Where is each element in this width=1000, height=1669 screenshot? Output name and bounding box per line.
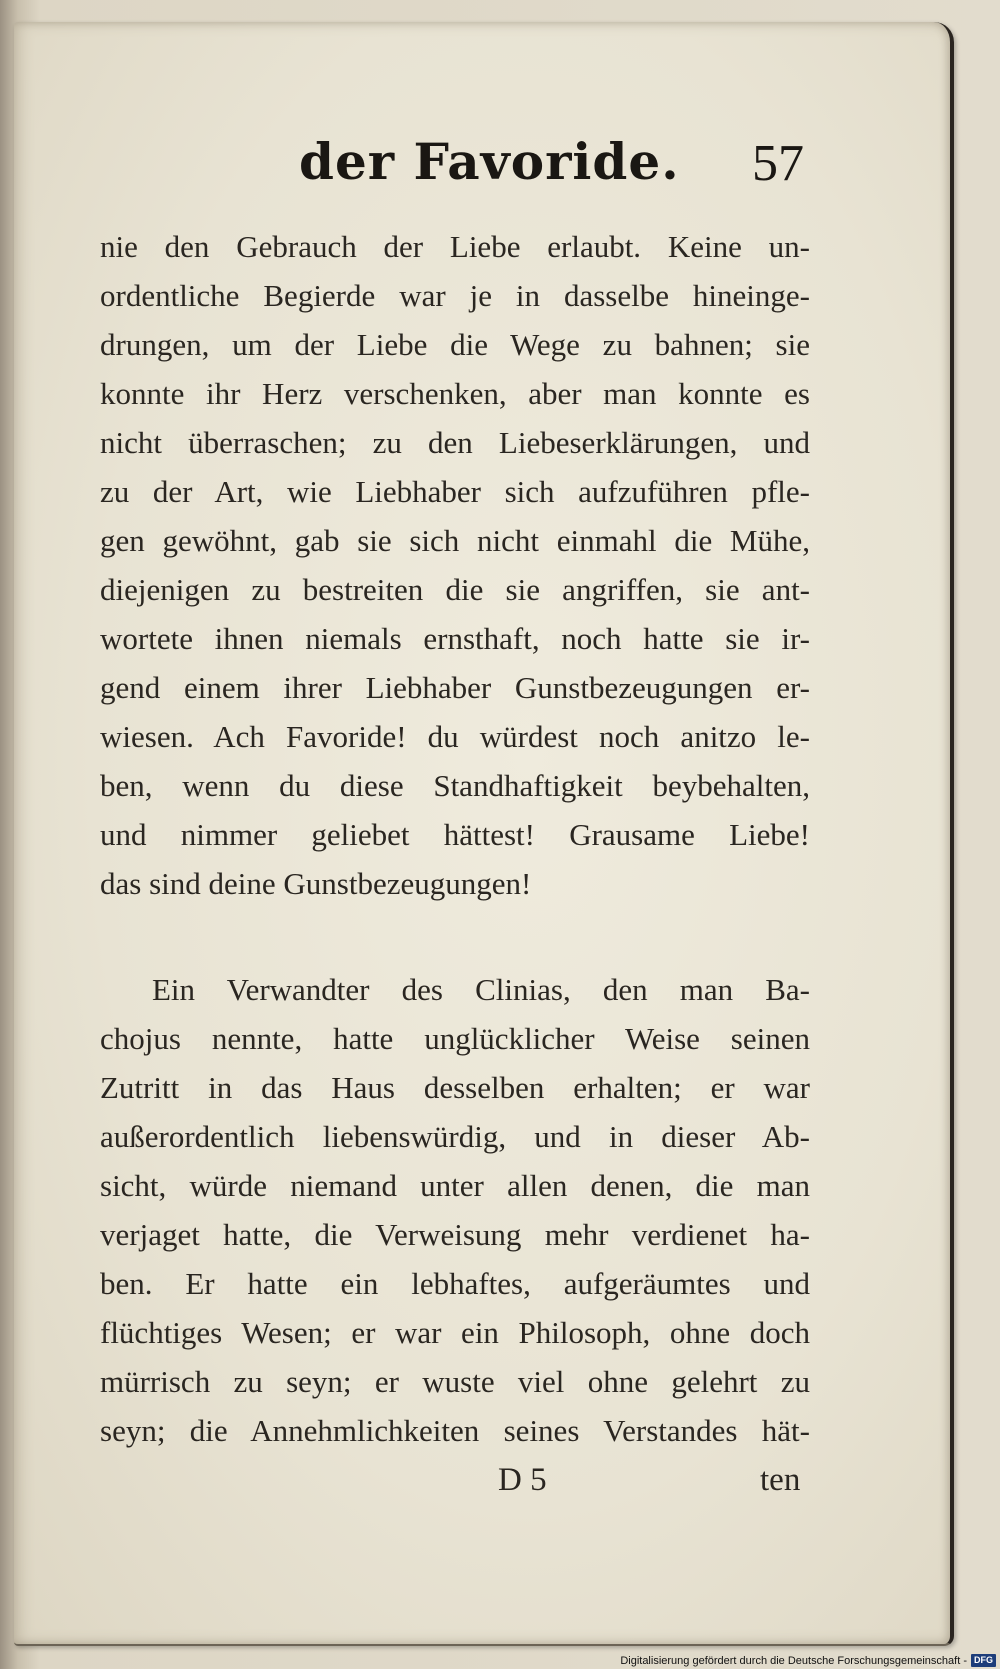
paragraph-1	[100, 222, 810, 908]
page-number: 57	[752, 135, 804, 192]
catchword: ten	[760, 1462, 801, 1498]
text-line: nie den Gebrauch der Liebe erlaubt. Keine un-	[100, 229, 810, 264]
text-line: ordentliche Begierde war je in dasselbe hineinge-	[100, 278, 810, 313]
text-line: mürrisch zu seyn; er wuste viel ohne gelehrt zu	[100, 1364, 810, 1399]
text-line: chojus nennte, hatte unglücklicher Weise seinen	[100, 1021, 810, 1056]
text-line: diejenigen zu bestreiten die sie angriffen, sie ant-	[100, 572, 810, 607]
text-line: wortete ihnen niemals ernsthaft, noch hatte sie ir-	[100, 621, 810, 656]
text-line: ben, wenn du diese Standhaftigkeit beybehalten,	[100, 768, 810, 803]
text-line: ben. Er hatte ein lebhaftes, aufgeräumtes und	[100, 1266, 810, 1301]
text-line: Zutritt in das Haus desselben erhalten; er war	[100, 1070, 810, 1105]
paragraph-gap	[100, 908, 810, 965]
text-line: zu der Art, wie Liebhaber sich aufzuführen pfle-	[100, 474, 810, 509]
page-footer	[14, 1462, 950, 1512]
dfg-logo-icon: DFG	[971, 1654, 996, 1667]
text-line: drungen, um der Liebe die Wege zu bahnen; sie	[100, 327, 810, 362]
text-line: wiesen. Ach Favoride! du würdest noch anitzo le-	[100, 719, 810, 754]
text-line: gen gewöhnt, gab sie sich nicht einmahl die Mühe,	[100, 523, 810, 558]
book-page	[14, 22, 954, 1646]
text-line: sicht, würde niemand unter allen denen, die man	[100, 1168, 810, 1203]
text-line: außerordentlich liebenswürdig, und in dieser Ab-	[100, 1119, 810, 1154]
text-line: seyn; die Annehmlichkeiten seines Verstandes hät-	[100, 1413, 810, 1448]
text-line: verjaget hatte, die Verweisung mehr verdienet ha-	[100, 1217, 810, 1252]
text-line: und nimmer geliebet hättest! Grausame Liebe!	[100, 817, 810, 852]
text-line: Ein Verwandter des Clinias, den man Ba-	[152, 972, 810, 1007]
text-line: nicht überraschen; zu den Liebeserklärungen, und	[100, 425, 810, 460]
page-header	[14, 132, 950, 212]
running-title: der Favoride.	[299, 132, 680, 191]
text-line: das sind deine Gunstbezeugungen!	[100, 866, 532, 901]
body-text	[100, 222, 810, 1455]
paragraph-2	[100, 965, 810, 1455]
text-line: konnte ihr Herz verschenken, aber man konnte es	[100, 376, 810, 411]
text-line: gend einem ihrer Liebhaber Gunstbezeugungen er-	[100, 670, 810, 705]
text-line: flüchtiges Wesen; er war ein Philosoph, ohne doch	[100, 1315, 810, 1350]
signature-mark: D 5	[498, 1462, 547, 1498]
digitization-credit	[620, 1654, 996, 1667]
credit-text: Digitalisierung gefördert durch die Deutsche Forschungsgemeinschaft -	[620, 1654, 967, 1667]
